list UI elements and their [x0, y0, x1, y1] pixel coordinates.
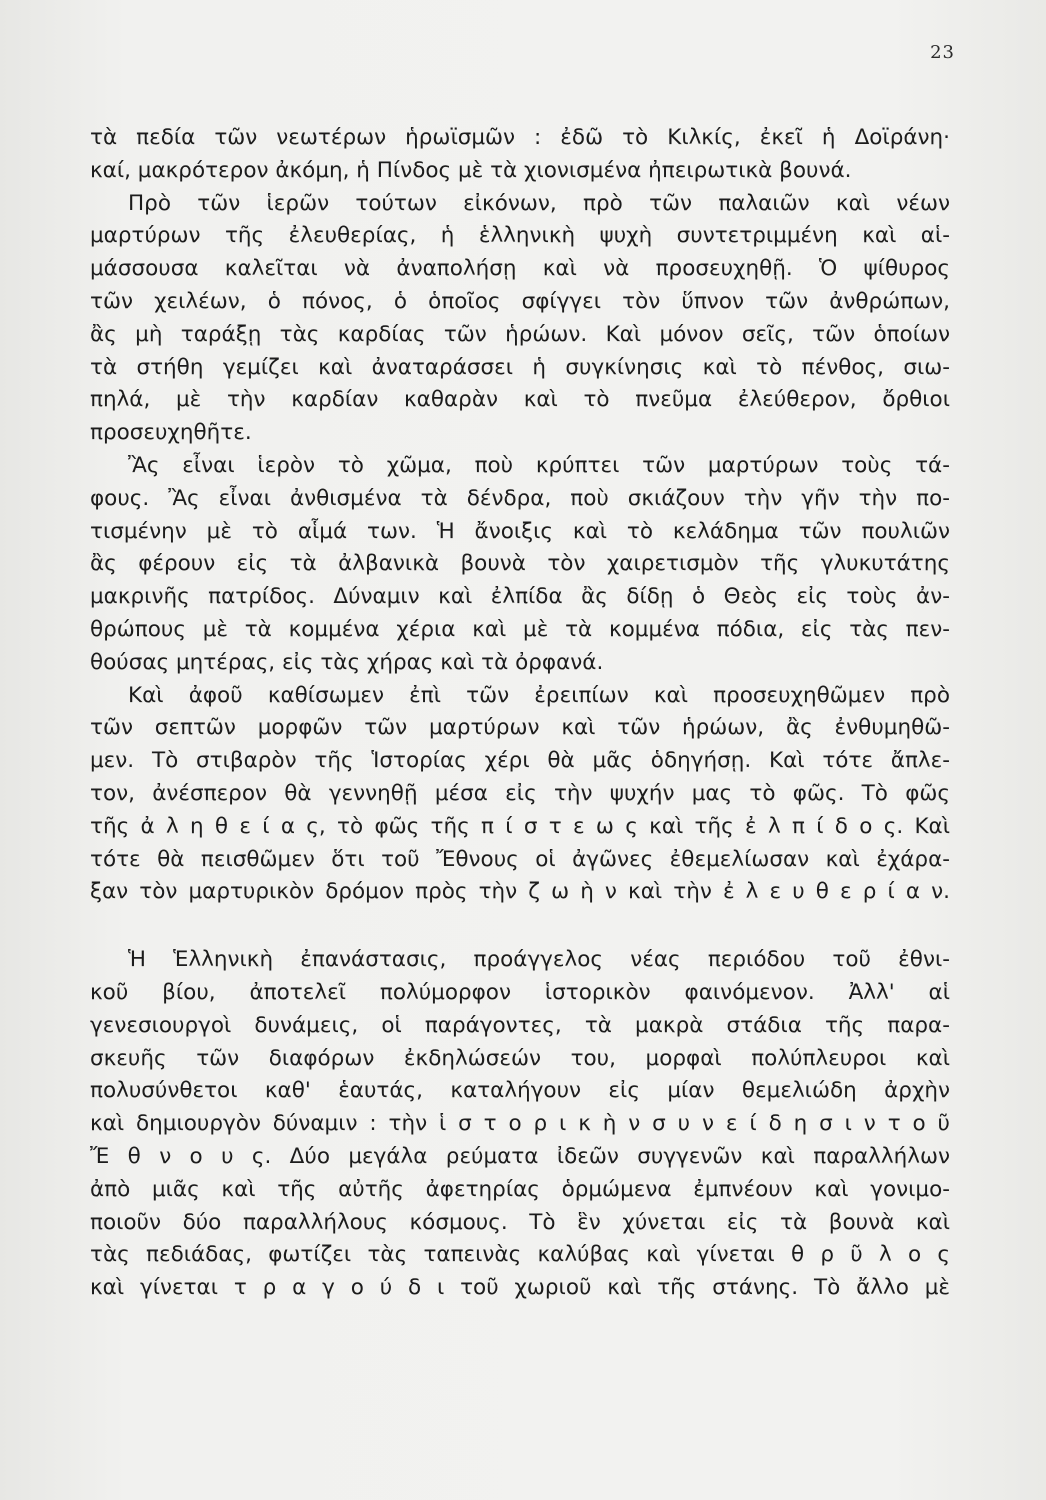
page-number: 23	[930, 42, 955, 63]
text-line: ξαν τὸν μαρτυρικὸν δρόμον πρὸς τὴν ζ ω ὴ ν καὶ τὴν ἐ λ ε υ θ ε ρ ί α ν.	[90, 879, 950, 905]
text-line: γενεσιουργοὶ δυνάμεις, οἱ παράγοντες, τὰ μακρὰ στάδια τῆς παρα-	[90, 1012, 950, 1038]
text-line: καί, μακρότερον ἀκόμη, ἡ Πίνδος μὲ τὰ χιονισμένα ἠπειρωτικὰ βουνά.	[90, 157, 852, 183]
text-line: τῆς ἀ λ η θ ε ί α ς, τὸ φῶς τῆς π ί σ τ ε ω ς καὶ τῆς ἐ λ π ί δ ο ς. Καὶ	[90, 813, 950, 839]
text-line: πηλά, μὲ τὴν καρδίαν καθαρὰν καὶ τὸ πνεῦμα ἐλεύθερον, ὄρθιοι	[90, 387, 950, 413]
text-line: θούσας μητέρας, εἰς τὰς χήρας καὶ τὰ ὀρφανά.	[90, 649, 604, 675]
text-line: θρώπους μὲ τὰ κομμένα χέρια καὶ μὲ τὰ κομμένα πόδια, εἰς τὰς πεν-	[90, 616, 950, 642]
text-line: κοῦ βίου, ἀποτελεῖ πολύμορφον ἱστορικὸν φαινόμενον. Ἀλλ' αἱ	[90, 979, 950, 1005]
text-line: μακρινῆς πατρίδος. Δύναμιν καὶ ἐλπίδα ἂς δίδῃ ὁ Θεὸς εἰς τοὺς ἀν-	[90, 584, 950, 610]
text-line: προσευχηθῆτε.	[90, 420, 252, 446]
text-line: τότε θὰ πεισθῶμεν ὅτι τοῦ Ἔθνους οἱ ἀγῶνες ἐθεμελίωσαν καὶ ἐχάρα-	[90, 846, 950, 872]
text-line: τὰς πεδιάδας, φωτίζει τὰς ταπεινὰς καλύβας καὶ γίνεται θ ρ ῦ λ ο ς	[90, 1242, 950, 1268]
text-line: τισμένην μὲ τὸ αἷμά των. Ἡ ἄνοιξις καὶ τὸ κελάδημα τῶν πουλιῶν	[90, 518, 950, 544]
text-line: Ἂς εἶναι ἱερὸν τὸ χῶμα, ποὺ κρύπτει τῶν μαρτύρων τοὺς τά-	[128, 452, 950, 478]
text-line: ποιοῦν δύο παραλλήλους κόσμους. Τὸ ἓν χύνεται εἰς τὰ βουνὰ καὶ	[90, 1209, 950, 1235]
text-line: τὰ στήθη γεμίζει καὶ ἀναταράσσει ἡ συγκίνησις καὶ τὸ πένθος, σιω-	[90, 354, 950, 380]
text-line: ἂς μὴ ταράξῃ τὰς καρδίας τῶν ἡρώων. Καὶ μόνον σεῖς, τῶν ὁποίων	[90, 321, 950, 347]
body-text	[90, 122, 950, 1305]
text-line: μεν. Τὸ στιβαρὸν τῆς Ἱστορίας χέρι θὰ μᾶς ὁδηγήσῃ. Καὶ τότε ἄπλε-	[90, 748, 950, 774]
text-line: Ἔ θ ν ο υ ς. Δύο μεγάλα ρεύματα ἰδεῶν συγγενῶν καὶ παραλλήλων	[90, 1143, 950, 1169]
text-line: τὰ πεδία τῶν νεωτέρων ἡρωϊσμῶν : ἐδῶ τὸ Κιλκίς, ἐκεῖ ἡ Δοϊράνη·	[90, 125, 950, 150]
text-line: μαρτύρων τῆς ἐλευθερίας, ἡ ἑλληνικὴ ψυχὴ συντετριμμένη καὶ αἱ-	[90, 223, 950, 249]
text-line: φους. Ἂς εἶναι ἀνθισμένα τὰ δένδρα, ποὺ σκιάζουν τὴν γῆν τὴν πο-	[90, 485, 950, 511]
text-line: τῶν χειλέων, ὁ πόνος, ὁ ὁποῖος σφίγγει τὸν ὕπνον τῶν ἀνθρώπων,	[90, 288, 950, 314]
text-line: καὶ δημιουργὸν δύναμιν : τὴν ἱ σ τ ο ρ ι κ ὴ ν σ υ ν ε ί δ η σ ι ν τ ο ῦ	[90, 1111, 950, 1137]
text-line: μάσσουσα καλεῖται νὰ ἀναπολήσῃ καὶ νὰ προσευχηθῇ. Ὁ ψίθυρος	[90, 256, 950, 282]
text-line: καὶ γίνεται τ ρ α γ ο ύ δ ι τοῦ χωριοῦ καὶ τῆς στάνης. Τὸ ἄλλο μὲ	[90, 1275, 950, 1301]
text-line: ἀπὸ μιᾶς καὶ τῆς αὐτῆς ἀφετηρίας ὁρμώμενα ἐμπνέουν καὶ γονιμο-	[90, 1176, 950, 1202]
text-line: ἂς φέρουν εἰς τὰ ἀλβανικὰ βουνὰ τὸν χαιρετισμὸν τῆς γλυκυτάτης	[90, 551, 950, 577]
text-line: πολυσύνθετοι καθ' ἑαυτάς, καταλήγουν εἰς μίαν θεμελιώδη ἀρχὴν	[90, 1078, 950, 1104]
text-line: τῶν σεπτῶν μορφῶν τῶν μαρτύρων καὶ τῶν ἡρώων, ἂς ἐνθυμηθῶ-	[90, 715, 950, 741]
section-gap	[90, 909, 950, 944]
text-line: Πρὸ τῶν ἱερῶν τούτων εἰκόνων, πρὸ τῶν παλαιῶν καὶ νέων	[128, 190, 950, 216]
text-line: τον, ἀνέσπερον θὰ γεννηθῇ μέσα εἰς τὴν ψυχήν μας τὸ φῶς. Τὸ φῶς	[90, 780, 950, 806]
text-line: σκευῆς τῶν διαφόρων ἐκδηλώσεών του, μορφαὶ πολύπλευροι καὶ	[90, 1045, 950, 1071]
text-line: Ἡ Ἑλληνικὴ ἐπανάστασις, προάγγελος νέας περιόδου τοῦ ἐθνι-	[128, 947, 950, 973]
text-line: Καὶ ἀφοῦ καθίσωμεν ἐπὶ τῶν ἐρειπίων καὶ προσευχηθῶμεν πρὸ	[128, 682, 950, 708]
